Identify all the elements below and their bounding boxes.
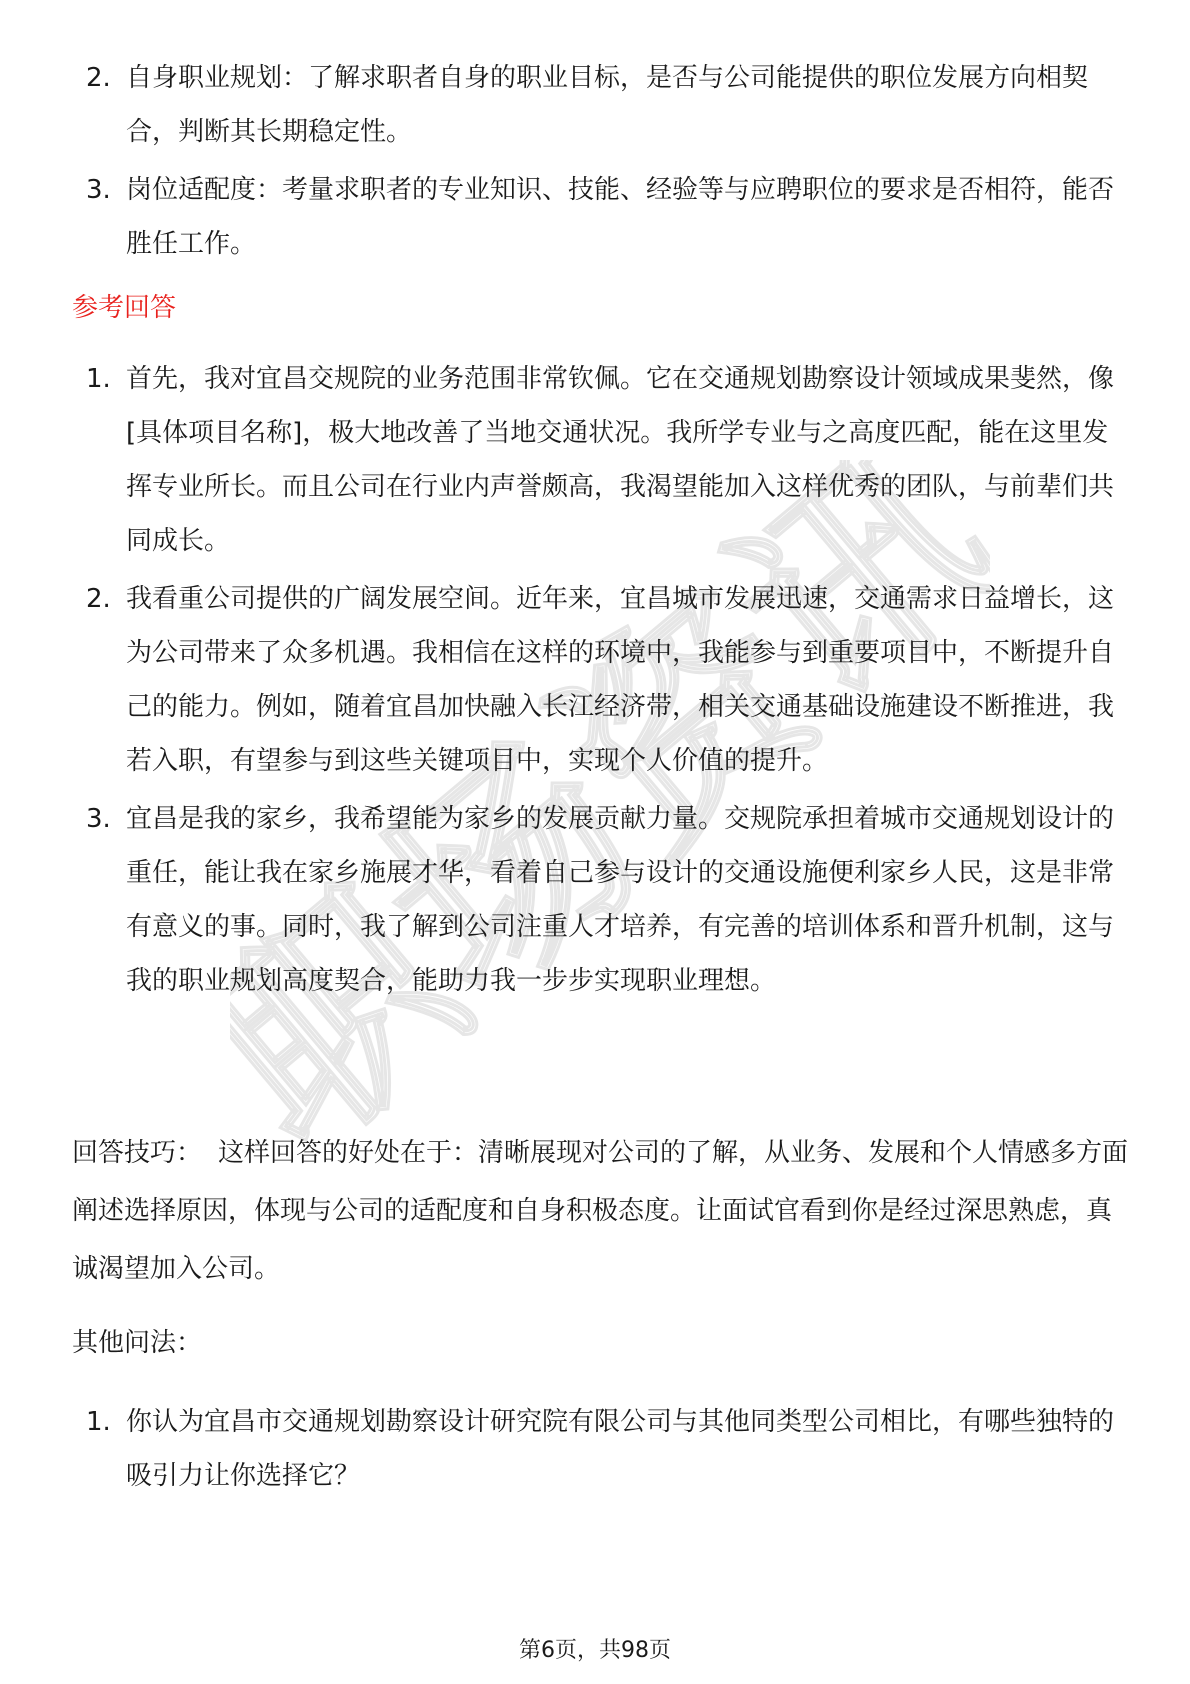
answer-tips — [72, 1124, 1132, 1298]
answer-item — [0, 572, 1116, 788]
answer-list — [0, 352, 1116, 1012]
watermark-text: 职场资讯 — [230, 460, 990, 1160]
criteria-item-text: 岗位适配度：考量求职者的专业知识、技能、经验等与应聘职位的要求是否相符，能否胜任工作。 — [126, 175, 1115, 259]
criteria-item-number: 3. — [86, 175, 111, 205]
answer-item-number: 1. — [86, 364, 111, 394]
criteria-list — [0, 51, 1116, 275]
answer-item-number: 3. — [86, 804, 111, 834]
page-footer: 第6页，共98页 — [519, 1638, 671, 1663]
criteria-item — [0, 51, 1116, 159]
answer-item — [0, 352, 1116, 568]
criteria-item-text: 自身职业规划：了解求职者自身的职业目标，是否与公司能提供的职位发展方向相契合，判断其长期稳定性。 — [126, 63, 1089, 147]
other-question-item — [0, 1395, 1116, 1503]
other-question-text: 你认为宜昌市交通规划勘察设计研究院有限公司与其他同类型公司相比，有哪些独特的吸引力让你选择它？ — [126, 1407, 1115, 1491]
other-questions-heading: 其他问法： — [72, 1328, 203, 1358]
answer-heading: 参考回答 — [72, 293, 177, 323]
answer-item-text: 宜昌是我的家乡，我希望能为家乡的发展贡献力量。交规院承担着城市交通规划设计的重任，能让我在家乡施展才华，看着自己参与设计的交通设施便利家乡人民，这是非常有意义的事。同时，我了解到公司注重人才培养，有完善的培训体系和晋升机制，这与我的职业规划高度契合，能助力我一步步实现职业理想。 — [126, 804, 1115, 996]
tips-text: 这样回答的好处在于：清晰展现对公司的了解，从业务、发展和个人情感多方面阐述选择原因，体现与公司的适配度和自身积极态度。让面试官看到你是经过深思熟虑，真诚渴望加入公司。 — [72, 1138, 1129, 1284]
criteria-item-number: 2. — [86, 63, 111, 93]
criteria-item — [0, 163, 1116, 271]
answer-item-text: 我看重公司提供的广阔发展空间。近年来，宜昌城市发展迅速，交通需求日益增长，这为公司带来了众多机遇。我相信在这样的环境中，我能参与到重要项目中，不断提升自己的能力。例如，随着宜昌加快融入长江经济带，相关交通基础设施建设不断推进，我若入职，有望参与到这些关键项目中，实现个人价值的提升。 — [126, 584, 1115, 776]
other-questions-list — [0, 1395, 1116, 1507]
tips-label: 回答技巧： — [72, 1138, 203, 1168]
answer-item-text: 首先，我对宜昌交规院的业务范围非常钦佩。它在交通规划勘察设计领域成果斐然，像[具体项目名称]，极大地改善了当地交通状况。我所学专业与之高度匹配，能在这里发挥专业所长。而且公司在行业内声誉颇高，我渴望能加入这样优秀的团队，与前辈们共同成长。 — [126, 364, 1115, 556]
answer-item-number: 2. — [86, 584, 111, 614]
answer-item — [0, 792, 1116, 1008]
other-question-number: 1. — [86, 1407, 111, 1437]
